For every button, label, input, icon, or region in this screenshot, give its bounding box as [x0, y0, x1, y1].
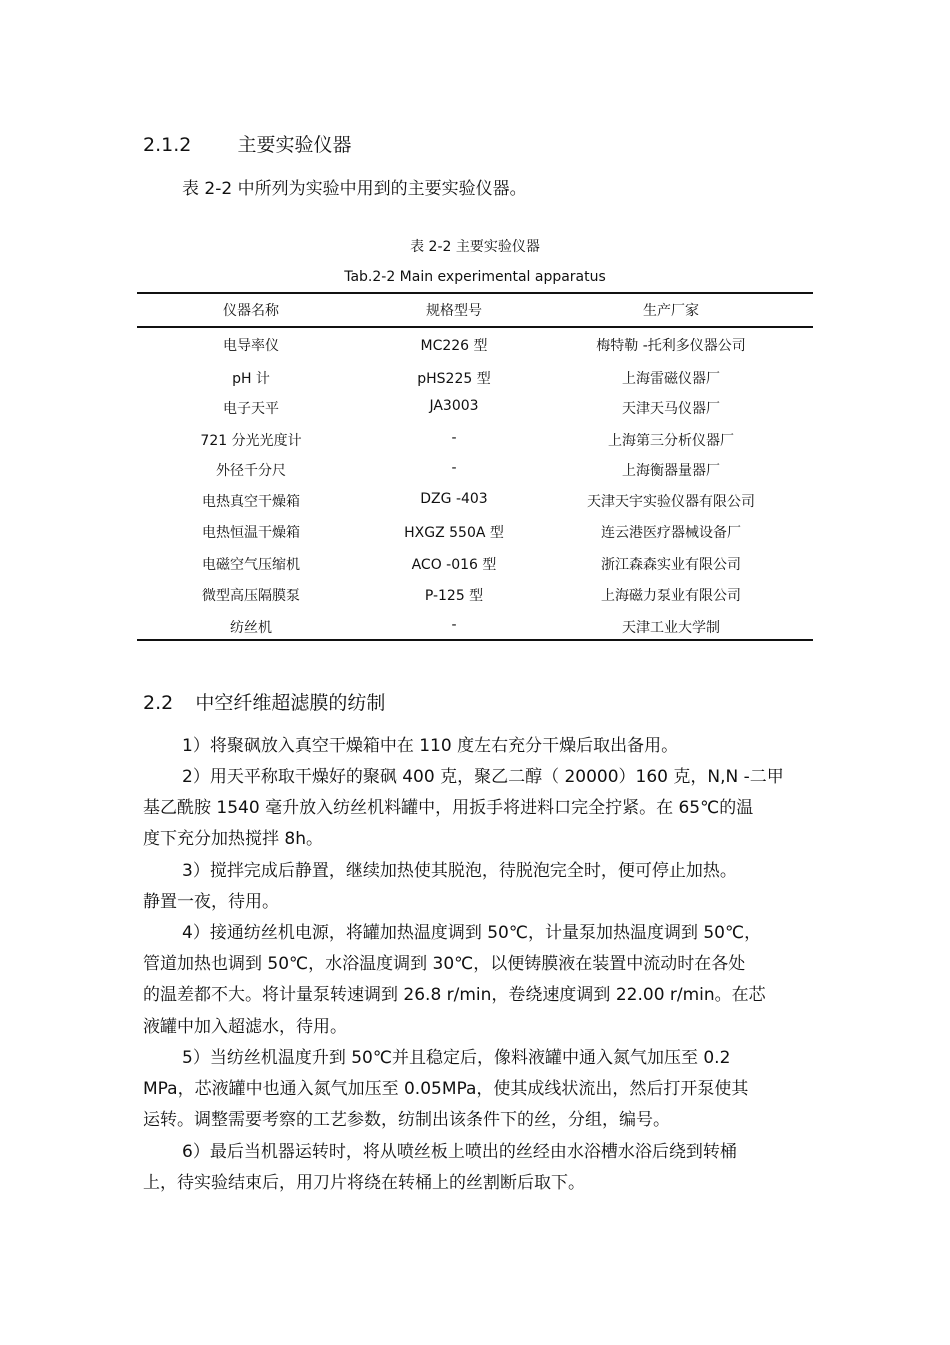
table-cell: 上海磁力泵业有限公司	[601, 588, 741, 604]
table-cell: 电子天平	[223, 401, 279, 417]
table-cell: 微型高压隔膜泵	[202, 588, 300, 604]
table-caption-en: Tab.2-2 Main experimental apparatus	[344, 269, 606, 285]
table-header-cell: 仪器名称	[223, 303, 279, 319]
table-cell: 电热恒温干燥箱	[202, 525, 300, 541]
table-cell: 梅特勒 -托利多仪器公司	[596, 338, 746, 354]
text-line: 的温差都不大。将计量泵转速调到 26.8 r/min，卷绕速度调到 22.00 r/min。在芯	[143, 985, 766, 1005]
table-cell: 721 分光光度计	[200, 433, 302, 449]
section-number: 2.1.2	[143, 134, 192, 156]
text-line: 2）用天平称取干燥好的聚砜 400 克，聚乙二醇（ 20000）160 克，N,N -二甲	[182, 767, 784, 787]
text-line: 液罐中加入超滤水，待用。	[143, 1017, 347, 1037]
table-cell: 天津天宇实验仪器有限公司	[587, 494, 755, 510]
table-cell: 天津天马仪器厂	[622, 401, 720, 417]
table-cell: P-125 型	[424, 588, 484, 604]
table-header-cell: 规格型号	[426, 303, 482, 319]
table-cell: 连云港医疗器械设备厂	[601, 525, 741, 541]
text-line: 运转。调整需要考察的工艺参数，纺制出该条件下的丝，分组，编号。	[143, 1110, 670, 1130]
table-cell: pH 计	[232, 371, 270, 387]
table-bottom-rule	[137, 639, 813, 641]
table-cell: 上海衡器量器厂	[622, 463, 720, 479]
text-line: 上，待实验结束后，用刀片将绕在转桶上的丝割断后取下。	[143, 1173, 585, 1193]
text-line: 度下充分加热搅拌 8h。	[143, 829, 323, 849]
table-cell: HXGZ 550A 型	[404, 525, 504, 541]
section-title: 主要实验仪器	[237, 134, 352, 156]
table-header-rule	[137, 326, 813, 328]
section-heading-2-1-2	[143, 130, 351, 157]
table-top-rule	[137, 292, 813, 294]
table-cell: DZG -403	[420, 491, 488, 507]
text-line: MPa，芯液罐中也通入氮气加压至 0.05MPa，使其成线状流出，然后打开泵使其	[143, 1079, 749, 1099]
table-cell: MC226 型	[420, 338, 488, 354]
table-header-cell: 生产厂家	[643, 303, 699, 319]
table-cell: 电导率仪	[223, 338, 279, 354]
intro-paragraph: 表 2-2 中所列为实验中用到的主要实验仪器。	[182, 179, 527, 199]
table-cell: -	[451, 617, 457, 633]
table-cell: 上海雷磁仪器厂	[622, 371, 720, 387]
table-cell: 上海第三分析仪器厂	[608, 433, 734, 449]
text-line: 6）最后当机器运转时，将从喷丝板上喷出的丝经由水浴槽水浴后绕到转桶	[182, 1142, 737, 1162]
text-line: 5）当纺丝机温度升到 50℃并且稳定后，像料液罐中通入氮气加压至 0.2	[182, 1048, 731, 1068]
table-cell: 天津工业大学制	[622, 620, 720, 636]
table-cell: -	[451, 430, 457, 446]
table-cell: 浙江森森实业有限公司	[601, 557, 741, 573]
table-cell: 纺丝机	[230, 620, 272, 636]
table-cell: pHS225 型	[417, 371, 491, 387]
text-line: 基乙酰胺 1540 毫升放入纺丝机料罐中，用扳手将进料口完全拧紧。在 65℃的温	[143, 798, 754, 818]
text-line: 3）搅拌完成后静置，继续加热使其脱泡，待脱泡完全时，便可停止加热。	[182, 861, 737, 881]
text-line: 管道加热也调到 50℃，水浴温度调到 30℃，以便铸膜液在装置中流动时在各处	[143, 954, 746, 974]
text-line: 4）接通纺丝机电源，将罐加热温度调到 50℃，计量泵加热温度调到 50℃，	[182, 923, 762, 943]
table-cell: 电热真空干燥箱	[202, 494, 300, 510]
text-line: 1）将聚砜放入真空干燥箱中在 110 度左右充分干燥后取出备用。	[182, 736, 679, 756]
table-cell: JA3003	[429, 398, 479, 414]
table-caption-cn: 表 2-2 主要实验仪器	[410, 239, 540, 255]
table-cell: 电磁空气压缩机	[202, 557, 300, 573]
table-cell: -	[451, 460, 457, 476]
section-heading-2-2	[143, 688, 385, 715]
section-number: 2.2	[143, 692, 174, 714]
table-cell: 外径千分尺	[216, 463, 286, 479]
section-title: 中空纤维超滤膜的纺制	[195, 692, 386, 714]
text-line: 静置一夜，待用。	[143, 892, 279, 912]
table-cell: ACO -016 型	[411, 557, 497, 573]
